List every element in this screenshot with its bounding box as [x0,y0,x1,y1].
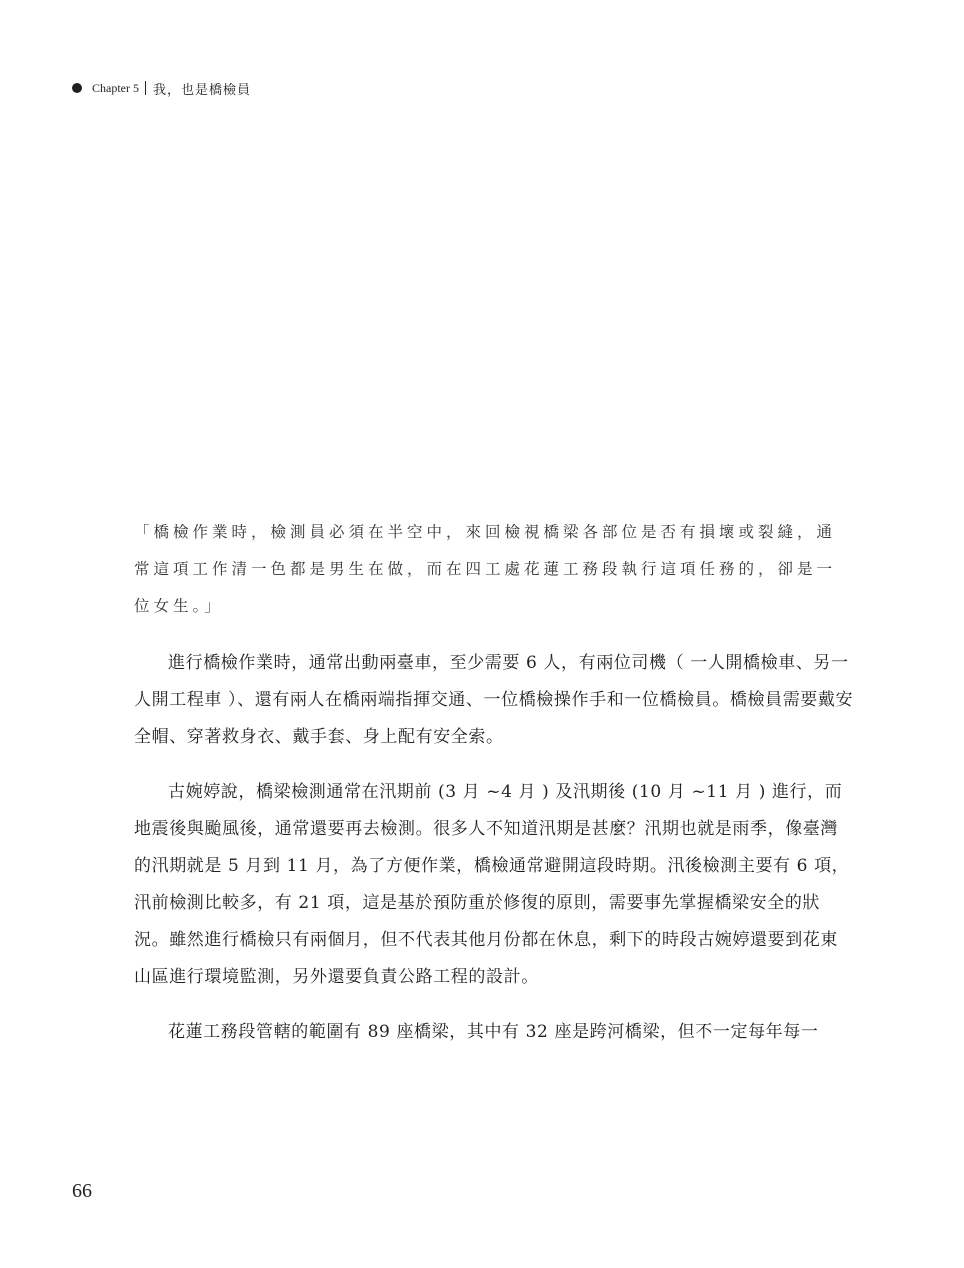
chapter-title: 我，也是橋檢員 [153,82,252,98]
running-header [72,78,251,98]
chapter-label: Chapter 5 [92,80,139,95]
paragraph-1: 進行橋檢作業時，通常出動兩臺車，至少需要 6 人，有兩位司機（ 一人開橋檢車、另一人開工程車 ）、還有兩人在橋兩端指揮交通、一位橋檢操作手和一位橋檢員。橋檢員需要戴安全帽、穿著救身衣、戴手套、身上配有安全索。 [134,653,854,747]
bullet-icon [72,83,82,93]
header-divider [145,81,146,95]
paragraph-3: 花蓮工務段管轄的範圍有 89 座橋梁，其中有 32 座是跨河橋梁，但不一定每年每一 [168,1022,819,1042]
pull-quote: 「橋檢作業時，檢測員必須在半空中，來回檢視橋梁各部位是否有損壞或裂縫，通常這項工作清一色都是男生在做，而在四工處花蓮工務段執行這項任務的，卻是一位女生。」 [134,523,837,615]
page-number: 66 [72,1180,92,1202]
paragraph-2: 古婉婷說，橋梁檢測通常在汛期前 (3 月 ~4 月 ) 及汛期後 (10 月 ~11 月 ) 進行，而地震後與颱風後，通常還要再去檢測。很多人不知道汛期是甚麼？汛期也就是雨季，像臺灣的汛期就是 5 月到 11 月，為了方便作業，橋檢通常避開這段時期。汛後檢測主要有 6 項，汛前檢測比較多，有 21 項，這是基於預防重於修復的原則，需要事先掌握橋梁安全的狀況。雖然進行橋檢只有兩個月，但不代表其他月份都在休息，剩下的時段古婉婷還要到花東山區進行環境監測，另外還要負責公路工程的設計。 [134,782,850,987]
page-body [134,514,854,1069]
